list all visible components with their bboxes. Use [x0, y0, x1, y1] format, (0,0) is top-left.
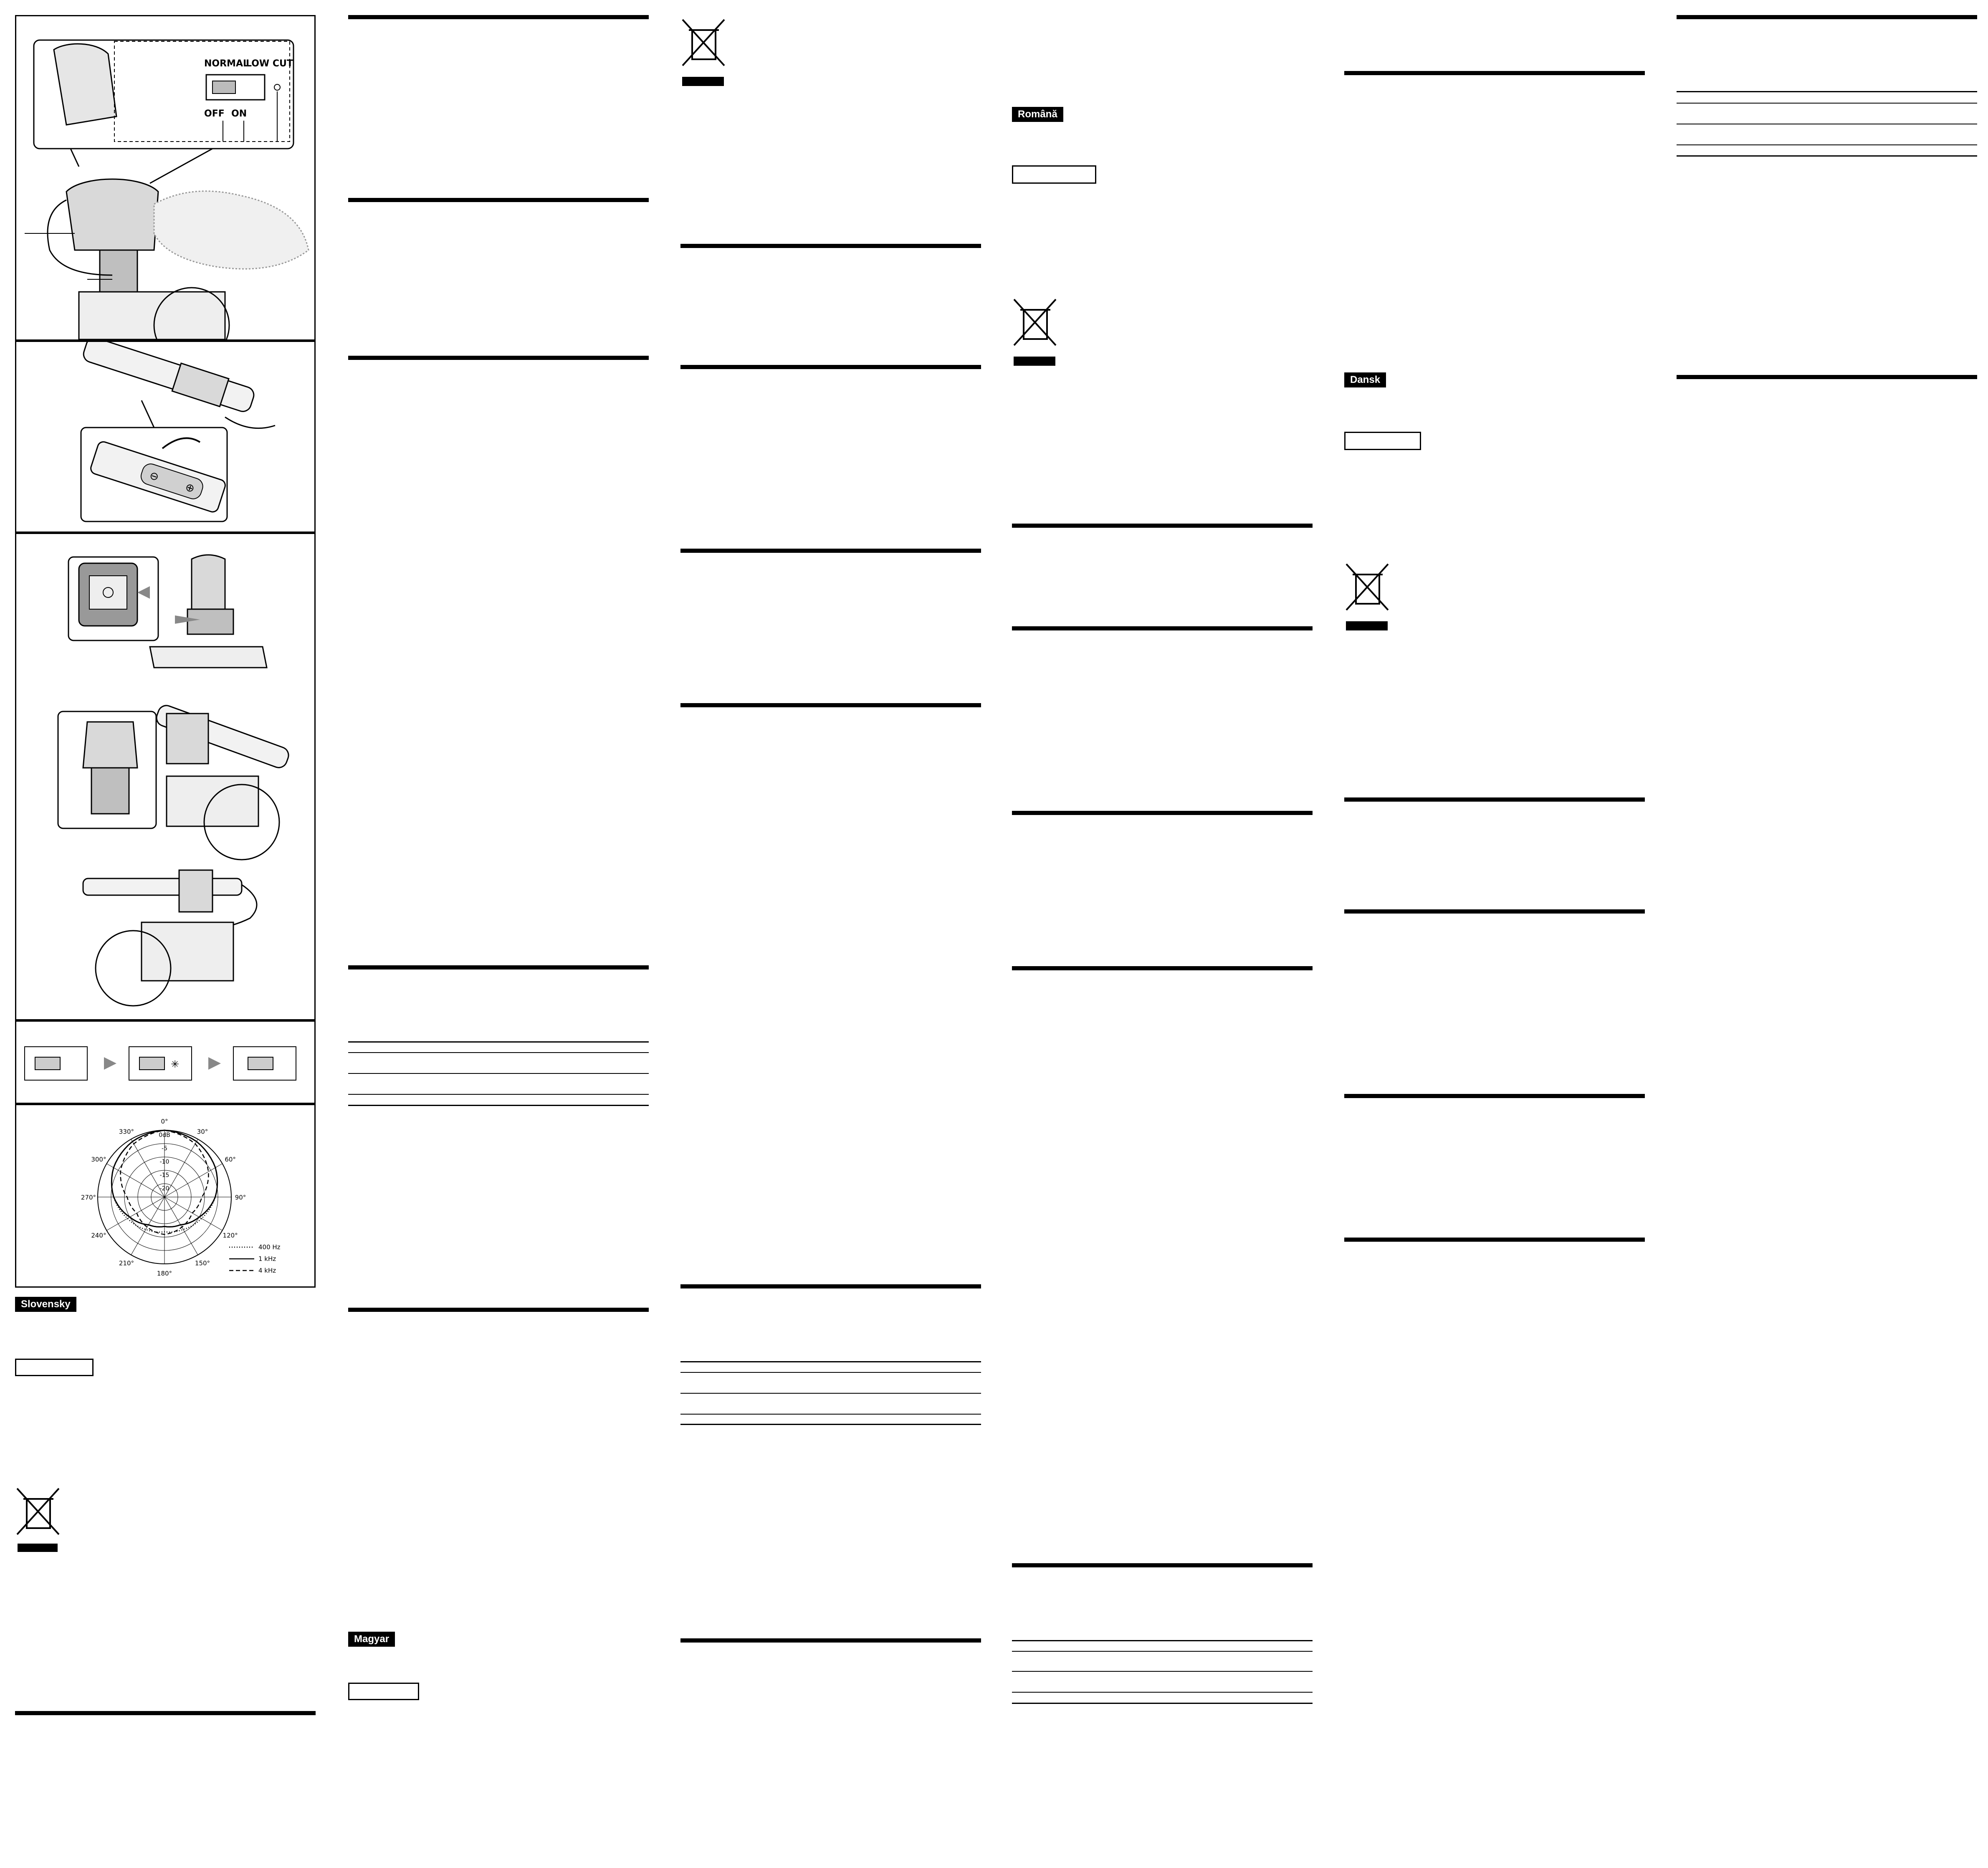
table-rule: [680, 1372, 981, 1373]
section-rule: [348, 356, 649, 360]
crossed-bin-icon: [680, 18, 726, 89]
section-rule: [15, 1711, 316, 1715]
polar-angle-label: 240°: [91, 1232, 106, 1239]
crossed-bin-icon: [1344, 562, 1390, 633]
section-rule: [1344, 909, 1645, 914]
figure-panel-mic-assembly: [15, 15, 316, 341]
svg-text:⊖: ⊖: [148, 469, 161, 484]
weee-symbol: [1012, 297, 1058, 370]
switch-step-3: [233, 1047, 296, 1080]
polar-angle-label: 120°: [223, 1232, 238, 1239]
section-rule: [1012, 626, 1313, 630]
figure-panel-switch-sequence: [15, 1020, 316, 1104]
polar-ring-label: -5: [162, 1145, 167, 1152]
figure-panel-attach: [15, 533, 316, 1020]
crossed-bin-icon: [1012, 297, 1058, 368]
battery-illustration: [16, 342, 314, 532]
section-rule: [1012, 524, 1313, 528]
polar-angle-label: 150°: [195, 1259, 210, 1267]
section-rule: [1344, 1238, 1645, 1242]
section-rule: [1677, 375, 1977, 379]
crossed-bin-icon: [15, 1486, 61, 1553]
language-badge-slovak: Slovensky: [15, 1297, 76, 1312]
table-rule: [680, 1361, 981, 1362]
table-rule: [680, 1424, 981, 1425]
legend-label: 4 kHz: [258, 1267, 276, 1274]
figure-panel-polar-pattern: [15, 1104, 316, 1288]
attach-illustration: [16, 534, 314, 1019]
section-rule: [348, 965, 649, 969]
polar-spoke: [164, 1197, 198, 1255]
polar-ring-label: -15: [159, 1172, 169, 1179]
table-rule: [1012, 1692, 1313, 1693]
section-rule: [680, 1284, 981, 1288]
weee-symbol: [1344, 562, 1390, 635]
svg-text:LOW CUT: LOW CUT: [246, 58, 293, 69]
warning-label-box: [15, 1359, 94, 1376]
table-rule: [1677, 144, 1977, 145]
section-rule: [348, 15, 649, 19]
polar-spoke: [164, 1139, 198, 1197]
section-rule: [680, 365, 981, 369]
table-rule: [348, 1052, 649, 1053]
language-badge-romanian: Română: [1012, 107, 1063, 122]
mic-assembly-illustration: [16, 16, 314, 339]
polar-spoke: [164, 1164, 223, 1197]
svg-text:⊕: ⊕: [183, 481, 196, 496]
language-badge-hungarian: Magyar: [348, 1632, 395, 1647]
table-rule: [1677, 155, 1977, 157]
table-rule: [1012, 1651, 1313, 1652]
table-rule: [348, 1094, 649, 1095]
section-rule: [1344, 71, 1645, 75]
section-rule: [1012, 811, 1313, 815]
polar-spoke: [106, 1164, 164, 1197]
svg-text:ON: ON: [231, 109, 247, 119]
table-rule: [348, 1073, 649, 1074]
svg-text:✳: ✳: [171, 1058, 180, 1070]
polar-angle-label: 0°: [161, 1118, 168, 1125]
table-rule: [1677, 103, 1977, 104]
section-rule: [680, 244, 981, 248]
table-rule: [1012, 1703, 1313, 1704]
table-rule: [348, 1041, 649, 1043]
table-rule: [1012, 1671, 1313, 1672]
table-rule: [1012, 1640, 1313, 1641]
language-badge-danish: Dansk: [1344, 372, 1386, 387]
polar-ring-label: 0dB: [159, 1132, 170, 1139]
switch-detail: [204, 58, 293, 142]
polar-angle-label: 180°: [157, 1270, 172, 1277]
polar-ring-label: -10: [159, 1159, 169, 1165]
polar-angle-label: 60°: [225, 1156, 236, 1163]
polar-pattern-chart: [16, 1105, 314, 1286]
section-rule: [680, 703, 981, 707]
polar-spoke: [131, 1197, 164, 1255]
polar-angle-label: 210°: [119, 1259, 134, 1267]
svg-text:NORMAL: NORMAL: [204, 58, 249, 69]
legend-label: 1 kHz: [258, 1255, 276, 1263]
polar-ring-label: -20: [159, 1185, 169, 1192]
figure-panel-battery: [15, 341, 316, 533]
polar-angle-label: 330°: [119, 1128, 134, 1136]
section-rule: [1012, 1563, 1313, 1567]
section-rule: [1344, 1094, 1645, 1098]
switch-sequence-illustration: [16, 1022, 314, 1103]
polar-angle-label: 30°: [197, 1128, 208, 1136]
polar-angle-label: 90°: [235, 1194, 246, 1201]
section-rule: [348, 198, 649, 202]
warning-label-box: [348, 1683, 419, 1700]
polar-angle-label: 270°: [81, 1194, 96, 1201]
warning-label-box: [1344, 432, 1421, 450]
section-rule: [1012, 966, 1313, 970]
table-rule: [348, 1105, 649, 1106]
table-rule: [1677, 91, 1977, 92]
section-rule: [680, 549, 981, 553]
legend-label: 400 Hz: [258, 1243, 281, 1251]
warning-label-box: [1012, 165, 1096, 184]
polar-angle-label: 300°: [91, 1156, 106, 1163]
section-rule: [1677, 15, 1977, 19]
switch-step-2: [129, 1047, 192, 1080]
weee-symbol: [15, 1486, 61, 1555]
switch-step-1: [25, 1047, 87, 1080]
weee-symbol: [680, 18, 726, 91]
section-rule: [348, 1308, 649, 1312]
table-rule: [680, 1414, 981, 1415]
section-rule: [1344, 797, 1645, 802]
svg-text:OFF: OFF: [204, 109, 225, 119]
table-rule: [680, 1393, 981, 1394]
section-rule: [680, 1638, 981, 1643]
